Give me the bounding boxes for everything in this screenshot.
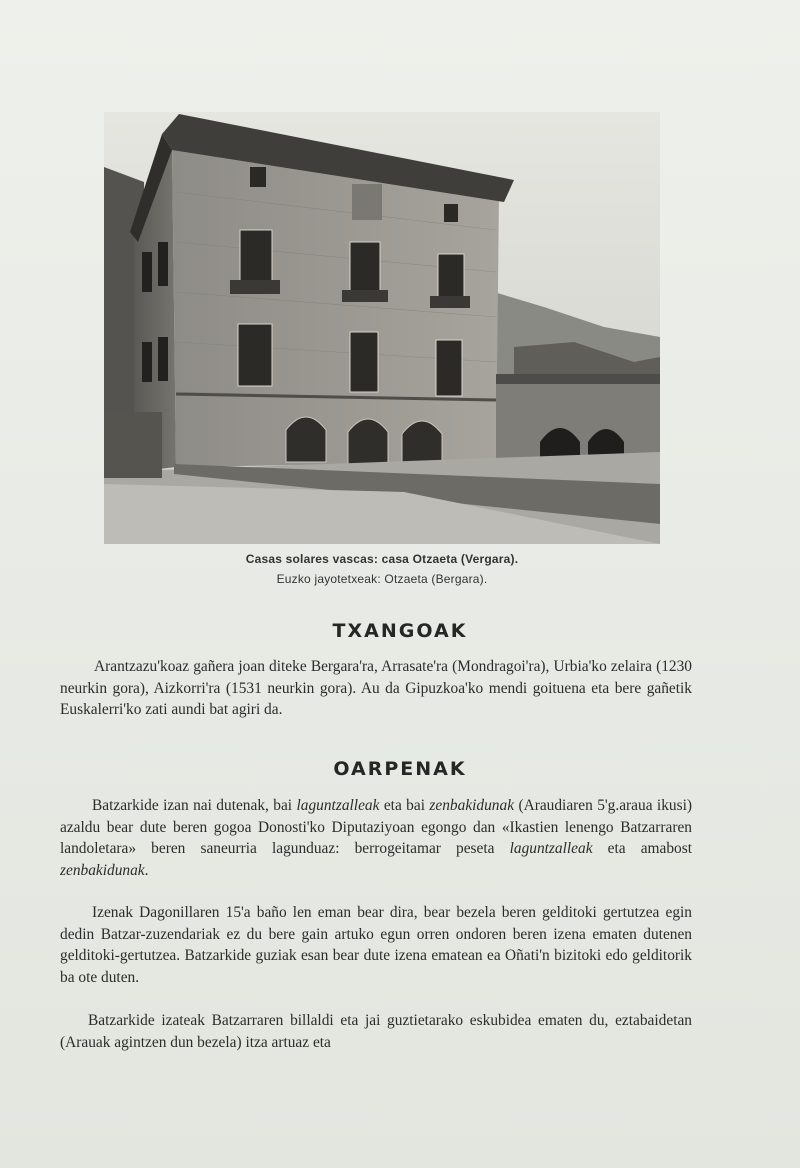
paragraph-text: (Araudiaren 5'g.araua ikusi) azaldu bear dute beren gogoa Donosti'ko Diputaziyoan egongo dan «Ikastien lenengo Batzarraren landoletara» beren saneurria lagunduaz: berrogeitamar peseta [60, 797, 692, 857]
paragraph-text: eta bai [379, 797, 430, 814]
photo-caption-spanish: Casas solares vascas: casa Otzaeta (Vergara). [245, 552, 519, 566]
building-photo [104, 112, 660, 544]
section-title-txangoak: TXANGOAK [332, 620, 468, 642]
paragraph-text: . [144, 861, 149, 879]
photo-caption-basque: Euzko jayotetxeak: Otzaeta (Bergara). [276, 572, 488, 586]
section-txangoak-text: Arantzazu'koaz gañera joan diteke Bergara'ra, Arrasate'ra (Mondragoi'ra), Urbia'ko zelaira (1230 neurkin gora), Aizkorri'ra (1531 neurkin gora). Au da Gipuzkoa'ko mendi goituena eta bere gañetik Euskalerri'ko zati aundi bat agiri da. [60, 658, 692, 718]
paragraph-text: eta amabost [592, 840, 692, 857]
oarpenak-paragraph-3: Batzarkide izateak Batzarraren billaldi eta jai guztietarako eskubidea ematen du, eztabaidetan (Arauak agintzen dun bezela) itza artuaz eta [60, 1012, 692, 1051]
section-title-oarpenak: OARPENAK [333, 758, 467, 780]
paragraph-text: Batzarkide izan nai dutenak, bai [92, 797, 297, 814]
italic-term: laguntzalleak [509, 840, 593, 857]
italic-term: zenbakidunak [60, 861, 145, 879]
italic-term: laguntzalleak [296, 797, 380, 814]
italic-term: zenbakidunak [429, 797, 515, 814]
oarpenak-paragraph-1 [60, 795, 692, 881]
oarpenak-paragraph-2: Izenak Dagonillaren 15'a baño len eman bear dira, bear bezela beren gelditoki gertutzea egin dedin Batzar-zuzendariak ez du bere gain artuko egun orren ondoren beren izena ematen dutenen gelditoki-gertutzea. Batzarkide guziak esan bear dute izena ematean ea Oñati'n bizitoki edo gelditorik ba ote duten. [60, 904, 692, 986]
